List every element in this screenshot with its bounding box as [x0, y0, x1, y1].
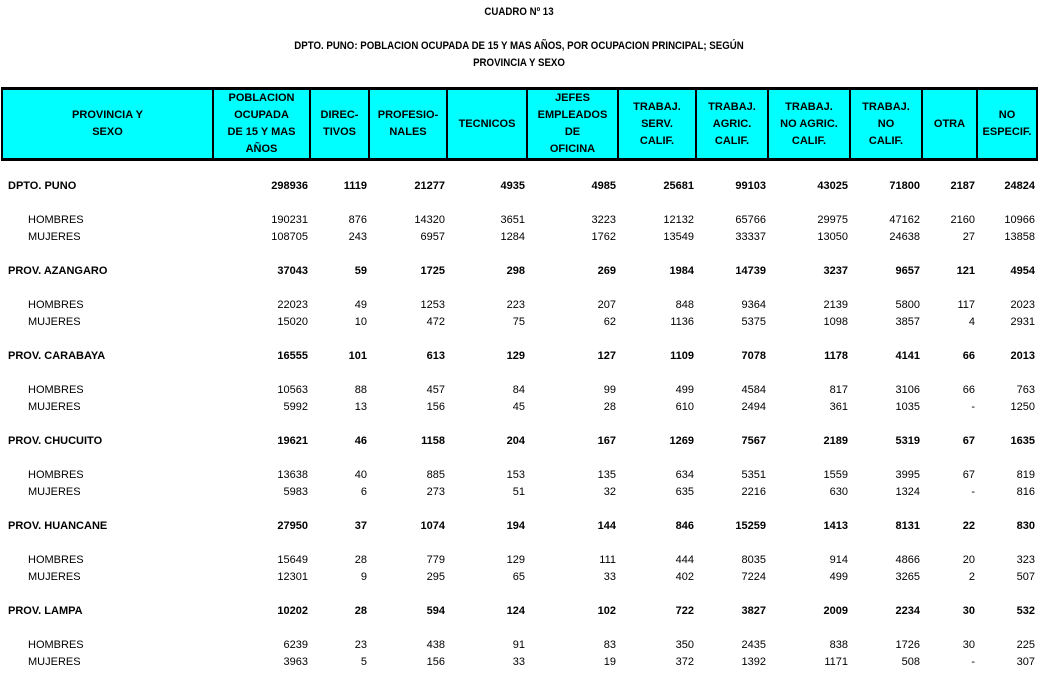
spacer-row — [2, 535, 1037, 552]
column-header-jefes-empleados-oficina — [527, 89, 618, 160]
cell-jefes-empleados-oficina: 33 — [603, 571, 616, 583]
cell-tecnicos: 91 — [512, 639, 525, 651]
cell-directivos: 243 — [348, 231, 367, 243]
cell-trabaj-no-agric-calif: 817 — [829, 384, 848, 396]
cell-otra: - — [971, 401, 975, 413]
cell-otra: 66 — [962, 384, 975, 396]
cell-tecnicos: 75 — [512, 316, 525, 328]
spacer-row — [2, 450, 1037, 467]
spacer-row — [2, 280, 1037, 297]
cell-trabaj-no-calif: 8131 — [895, 520, 920, 532]
cell-jefes-empleados-oficina: 32 — [603, 486, 616, 498]
cell-directivos: 37 — [354, 520, 367, 532]
cell-trabaj-serv-calif: 402 — [675, 571, 694, 583]
cell-trabaj-agric-calif: 7567 — [741, 435, 766, 447]
spacer-row — [2, 501, 1037, 518]
cell-no-especif: 1250 — [1010, 401, 1035, 413]
cell-poblacion-ocupada: 10202 — [277, 605, 308, 617]
column-header-directivos — [310, 89, 369, 160]
cell-profesionales: 14320 — [414, 214, 445, 226]
cell-poblacion-ocupada: 10563 — [277, 384, 308, 396]
cell-poblacion-ocupada: 15649 — [277, 554, 308, 566]
cell-trabaj-agric-calif: 15259 — [735, 520, 766, 532]
cell-profesionales: 156 — [426, 656, 445, 668]
column-header-tecnicos — [447, 89, 527, 160]
cell-no-especif: 2013 — [1010, 350, 1035, 362]
cell-profesionales: 21277 — [414, 180, 445, 192]
cell-no-especif: 816 — [1016, 486, 1035, 498]
column-header-line: TECNICOS — [458, 117, 516, 130]
cell-poblacion-ocupada: 13638 — [277, 469, 308, 481]
cell-otra: 66 — [962, 350, 975, 362]
cell-tecnicos: 4935 — [500, 180, 525, 192]
cell-poblacion-ocupada: 37043 — [277, 265, 308, 277]
spacer-row — [2, 416, 1037, 433]
total-row — [2, 263, 1037, 280]
cell-poblacion-ocupada: 15020 — [277, 316, 308, 328]
row-label: DPTO. PUNO — [8, 180, 77, 192]
row-label: PROV. HUANCANE — [8, 520, 108, 532]
column-header-line: PROVINCIA Y — [72, 109, 143, 121]
column-header-line: TRABAJ. — [862, 100, 910, 113]
cell-profesionales: 6957 — [420, 231, 445, 243]
cell-trabaj-agric-calif: 8035 — [741, 554, 766, 566]
cell-profesionales: 885 — [426, 469, 445, 481]
cell-poblacion-ocupada: 298936 — [271, 180, 308, 192]
cell-profesionales: 1158 — [421, 435, 445, 447]
cell-profesionales: 438 — [426, 639, 445, 651]
cell-tecnicos: 124 — [506, 605, 525, 617]
row-label: HOMBRES — [28, 214, 84, 226]
column-header-trabaj-agric-calif — [696, 89, 768, 160]
row-label: MUJERES — [28, 571, 81, 583]
row-label: PROV. LAMPA — [8, 605, 83, 617]
cell-profesionales: 613 — [426, 350, 445, 362]
column-header-line: NO — [877, 117, 895, 130]
cell-trabaj-no-calif: 4141 — [895, 350, 920, 362]
cell-otra: - — [971, 656, 975, 668]
cell-trabaj-agric-calif: 5375 — [741, 316, 766, 328]
column-header-line: ESPECIF. — [982, 126, 1032, 138]
column-header-line: PROFESIO- — [377, 109, 439, 121]
cell-poblacion-ocupada: 16555 — [277, 350, 308, 362]
column-header-trabaj-no-calif — [850, 89, 922, 160]
cell-trabaj-agric-calif: 14739 — [735, 265, 766, 277]
sex-row — [2, 297, 1037, 314]
cell-profesionales: 1725 — [420, 265, 445, 277]
cell-trabaj-no-agric-calif: 13050 — [817, 231, 848, 243]
spacer-row — [2, 620, 1037, 637]
column-header-provincia-sexo — [2, 89, 213, 160]
column-header-line: NALES — [389, 126, 427, 138]
total-row — [2, 433, 1037, 450]
cell-profesionales: 1074 — [420, 520, 445, 532]
column-header-line: OCUPADA — [234, 109, 289, 121]
sex-row — [2, 569, 1037, 586]
column-header-line: CALIF. — [639, 134, 675, 147]
cell-tecnicos: 1284 — [500, 231, 525, 243]
cell-directivos: 28 — [354, 605, 367, 617]
spacer-row — [2, 195, 1037, 212]
cell-jefes-empleados-oficina: 144 — [597, 520, 616, 532]
cell-tecnicos: 153 — [506, 469, 525, 481]
column-header-line: DE — [564, 126, 581, 138]
cell-no-especif: 13858 — [1004, 231, 1035, 243]
cell-trabaj-serv-calif: 1109 — [670, 350, 694, 362]
cell-no-especif: 2023 — [1010, 299, 1035, 311]
cell-poblacion-ocupada: 5983 — [283, 486, 308, 498]
cell-trabaj-agric-calif: 4584 — [741, 384, 766, 396]
cell-trabaj-no-agric-calif: 1413 — [823, 520, 848, 532]
cell-directivos: 13 — [354, 401, 367, 413]
total-row — [2, 348, 1037, 365]
cell-poblacion-ocupada: 6239 — [283, 639, 308, 651]
cell-no-especif: 323 — [1016, 554, 1035, 566]
sex-row — [2, 229, 1037, 246]
cell-trabaj-no-agric-calif: 2009 — [823, 605, 848, 617]
cell-trabaj-no-agric-calif: 838 — [829, 639, 848, 651]
column-header-line: OFICINA — [549, 143, 596, 155]
table-header — [2, 89, 1037, 160]
cell-directivos: 10 — [354, 316, 367, 328]
cell-no-especif: 225 — [1016, 639, 1035, 651]
row-label: HOMBRES — [28, 639, 84, 651]
cell-trabaj-no-agric-calif: 1178 — [824, 350, 848, 362]
row-label: HOMBRES — [28, 299, 84, 311]
cell-trabaj-agric-calif: 2494 — [741, 401, 766, 413]
cell-tecnicos: 298 — [506, 265, 525, 277]
cell-trabaj-no-agric-calif: 29975 — [817, 214, 848, 226]
column-header-line: JEFES — [555, 92, 590, 104]
spacer-row — [2, 331, 1037, 348]
cell-otra: 2160 — [950, 214, 975, 226]
cell-poblacion-ocupada: 108705 — [271, 231, 308, 243]
table-title-line1: DPTO. PUNO: POBLACION OCUPADA DE 15 Y MAS AÑOS, POR OCUPACION PRINCIPAL; SEGÚN — [294, 40, 744, 52]
cell-jefes-empleados-oficina: 127 — [597, 350, 616, 362]
cell-tecnicos: 204 — [506, 435, 525, 447]
column-header-line: NO AGRIC. — [780, 117, 838, 130]
column-header-line: AGRIC. — [712, 117, 752, 130]
spacer-row — [2, 160, 1037, 179]
cell-directivos: 23 — [354, 639, 367, 651]
column-header-line: POBLACION — [228, 92, 295, 104]
cell-directivos: 88 — [354, 384, 367, 396]
cell-jefes-empleados-oficina: 83 — [603, 639, 616, 651]
cell-trabaj-agric-calif: 9364 — [741, 299, 766, 311]
row-label: MUJERES — [28, 656, 81, 668]
cell-jefes-empleados-oficina: 28 — [603, 401, 616, 413]
row-label: MUJERES — [28, 486, 81, 498]
cell-no-especif: 830 — [1016, 520, 1035, 532]
column-header-line: CALIF. — [791, 134, 827, 147]
cell-directivos: 6 — [360, 486, 367, 498]
cell-trabaj-no-calif: 24638 — [889, 231, 920, 243]
cell-tecnicos: 129 — [506, 350, 525, 362]
cell-trabaj-no-calif: 1726 — [895, 639, 920, 651]
cell-jefes-empleados-oficina: 62 — [603, 316, 616, 328]
cell-no-especif: 819 — [1016, 469, 1035, 481]
table-number: CUADRO Nº 13 — [484, 6, 554, 18]
cell-otra: 121 — [956, 265, 975, 277]
cell-trabaj-no-calif: 47162 — [889, 214, 920, 226]
cell-directivos: 28 — [354, 554, 367, 566]
cell-profesionales: 472 — [426, 316, 445, 328]
cell-trabaj-agric-calif: 65766 — [735, 214, 766, 226]
cell-trabaj-agric-calif: 3827 — [741, 605, 766, 617]
spacer-row — [2, 365, 1037, 382]
cell-tecnicos: 84 — [512, 384, 525, 396]
cell-trabaj-agric-calif: 99103 — [735, 180, 766, 192]
column-header-line: DIREC- — [320, 109, 359, 121]
cell-profesionales: 295 — [426, 571, 445, 583]
cell-trabaj-no-calif: 5800 — [895, 299, 920, 311]
cell-poblacion-ocupada: 12301 — [277, 571, 308, 583]
cell-no-especif: 507 — [1016, 571, 1035, 583]
cell-otra: 20 — [962, 554, 975, 566]
cell-trabaj-agric-calif: 2216 — [741, 486, 766, 498]
table-body — [2, 160, 1037, 672]
cell-trabaj-no-calif: 4866 — [895, 554, 920, 566]
cell-directivos: 5 — [360, 656, 367, 668]
cell-poblacion-ocupada: 27950 — [277, 520, 308, 532]
sex-row — [2, 637, 1037, 654]
cell-directivos: 46 — [354, 435, 367, 447]
cell-otra: - — [971, 486, 975, 498]
cell-trabaj-serv-calif: 13549 — [663, 231, 694, 243]
cell-trabaj-no-agric-calif: 1559 — [823, 469, 848, 481]
row-label: MUJERES — [28, 231, 81, 243]
cell-no-especif: 4954 — [1010, 265, 1035, 277]
cell-jefes-empleados-oficina: 167 — [597, 435, 616, 447]
cell-tecnicos: 65 — [512, 571, 525, 583]
cell-trabaj-serv-calif: 444 — [675, 554, 694, 566]
cell-trabaj-agric-calif: 7078 — [741, 350, 766, 362]
column-header-line: TIVOS — [322, 126, 356, 138]
cell-otra: 67 — [962, 469, 975, 481]
cell-jefes-empleados-oficina: 1762 — [591, 231, 616, 243]
sex-row — [2, 654, 1037, 671]
cell-trabaj-no-calif: 5319 — [895, 435, 920, 447]
row-label: PROV. CHUCUITO — [8, 435, 103, 447]
cell-trabaj-no-calif: 3265 — [895, 571, 920, 583]
sex-row — [2, 399, 1037, 416]
column-header-line: OTRA — [933, 117, 966, 130]
cell-trabaj-no-calif: 2234 — [895, 605, 920, 617]
cell-trabaj-serv-calif: 12132 — [663, 214, 694, 226]
row-label: HOMBRES — [28, 469, 84, 481]
cell-trabaj-agric-calif: 1392 — [741, 656, 766, 668]
total-row — [2, 603, 1037, 620]
cell-profesionales: 156 — [426, 401, 445, 413]
column-header-line: CALIF. — [714, 134, 750, 147]
sex-row — [2, 382, 1037, 399]
row-label: MUJERES — [28, 401, 81, 413]
cell-trabaj-serv-calif: 25681 — [663, 180, 694, 192]
cell-tecnicos: 129 — [506, 554, 525, 566]
cell-trabaj-no-calif: 1324 — [895, 486, 920, 498]
cell-poblacion-ocupada: 3963 — [283, 656, 308, 668]
cell-trabaj-serv-calif: 634 — [675, 469, 694, 481]
cell-trabaj-no-agric-calif: 361 — [829, 401, 848, 413]
column-header-trabaj-serv-calif — [618, 89, 696, 160]
cell-no-especif: 10966 — [1004, 214, 1035, 226]
cell-trabaj-no-calif: 3106 — [895, 384, 920, 396]
column-header-line: SERV. — [641, 117, 673, 130]
total-row — [2, 178, 1037, 195]
column-header-line: NO — [998, 109, 1016, 121]
spacer-row — [2, 246, 1037, 263]
column-header-line: TRABAJ. — [708, 100, 756, 113]
column-header-line: CALIF. — [868, 134, 904, 147]
row-label: MUJERES — [28, 316, 81, 328]
row-label: PROV. CARABAYA — [8, 350, 106, 362]
data-table — [1, 87, 1038, 671]
cell-trabaj-no-agric-calif: 43025 — [817, 180, 848, 192]
total-row — [2, 518, 1037, 535]
cell-tecnicos: 51 — [512, 486, 525, 498]
cell-directivos: 59 — [354, 265, 367, 277]
cell-trabaj-agric-calif: 2435 — [741, 639, 766, 651]
cell-trabaj-serv-calif: 350 — [675, 639, 694, 651]
column-header-line: DE 15 Y MAS — [227, 126, 296, 138]
spacer-row — [2, 586, 1037, 603]
cell-trabaj-no-agric-calif: 914 — [829, 554, 848, 566]
cell-trabaj-no-agric-calif: 1098 — [823, 316, 848, 328]
sex-row — [2, 484, 1037, 501]
column-header-line: AÑOS — [245, 143, 278, 155]
cell-trabaj-no-calif: 1035 — [895, 401, 920, 413]
column-header-no-especif — [977, 89, 1037, 160]
column-header-line: TRABAJ. — [785, 100, 833, 113]
cell-trabaj-serv-calif: 372 — [675, 656, 694, 668]
cell-trabaj-serv-calif: 499 — [675, 384, 694, 396]
cell-tecnicos: 194 — [506, 520, 525, 532]
cell-no-especif: 1635 — [1010, 435, 1035, 447]
column-header-trabaj-no-agric-calif — [768, 89, 850, 160]
cell-jefes-empleados-oficina: 207 — [597, 299, 616, 311]
cell-otra: 67 — [962, 435, 975, 447]
cell-profesionales: 1253 — [420, 299, 445, 311]
sex-row — [2, 212, 1037, 229]
column-header-poblacion-ocupada — [213, 89, 310, 160]
cell-directivos: 1119 — [343, 180, 367, 192]
cell-directivos: 876 — [348, 214, 367, 226]
cell-jefes-empleados-oficina: 4985 — [591, 180, 616, 192]
cell-tecnicos: 3651 — [500, 214, 525, 226]
column-header-line: SEXO — [92, 126, 123, 138]
cell-directivos: 40 — [354, 469, 367, 481]
cell-no-especif: 2931 — [1010, 316, 1035, 328]
cell-poblacion-ocupada: 5992 — [283, 401, 308, 413]
cell-otra: 117 — [957, 299, 975, 311]
cell-directivos: 49 — [354, 299, 367, 311]
cell-no-especif: 763 — [1016, 384, 1035, 396]
cell-profesionales: 594 — [426, 605, 445, 617]
column-header-line: TRABAJ. — [633, 100, 681, 113]
cell-otra: 2187 — [950, 180, 975, 192]
row-label: PROV. AZANGARO — [8, 265, 108, 277]
cell-jefes-empleados-oficina: 269 — [597, 265, 616, 277]
cell-trabaj-serv-calif: 846 — [675, 520, 694, 532]
header-row — [2, 89, 1037, 160]
cell-jefes-empleados-oficina: 102 — [597, 605, 616, 617]
cell-profesionales: 273 — [426, 486, 445, 498]
cell-poblacion-ocupada: 190231 — [271, 214, 308, 226]
cell-trabaj-no-calif: 3995 — [895, 469, 920, 481]
cell-trabaj-serv-calif: 1269 — [669, 435, 694, 447]
cell-no-especif: 24824 — [1004, 180, 1035, 192]
cell-trabaj-serv-calif: 722 — [675, 605, 694, 617]
sex-row — [2, 467, 1037, 484]
cell-trabaj-no-calif: 71800 — [889, 180, 920, 192]
cell-tecnicos: 33 — [512, 656, 525, 668]
cell-profesionales: 779 — [426, 554, 445, 566]
cell-no-especif: 532 — [1016, 605, 1035, 617]
cell-trabaj-serv-calif: 610 — [675, 401, 694, 413]
table-title-line2: PROVINCIA Y SEXO — [473, 57, 565, 69]
cell-otra: 27 — [962, 231, 975, 243]
cell-jefes-empleados-oficina: 99 — [603, 384, 616, 396]
cell-trabaj-agric-calif: 7224 — [741, 571, 766, 583]
cell-trabaj-serv-calif: 635 — [675, 486, 694, 498]
cell-jefes-empleados-oficina: 135 — [597, 469, 616, 481]
cell-otra: 2 — [968, 571, 975, 583]
cell-trabaj-agric-calif: 33337 — [735, 231, 766, 243]
sex-row — [2, 552, 1037, 569]
cell-trabaj-no-agric-calif: 630 — [829, 486, 848, 498]
cell-trabaj-serv-calif: 1984 — [669, 265, 694, 277]
cell-trabaj-no-agric-calif: 3237 — [823, 265, 848, 277]
cell-otra: 30 — [962, 605, 975, 617]
cell-trabaj-no-calif: 3857 — [895, 316, 920, 328]
cell-tecnicos: 223 — [506, 299, 525, 311]
cell-trabaj-serv-calif: 1136 — [670, 316, 694, 328]
cell-trabaj-no-calif: 9657 — [895, 265, 920, 277]
cell-otra: 22 — [962, 520, 975, 532]
cell-directivos: 9 — [360, 571, 367, 583]
column-header-otra — [922, 89, 977, 160]
column-header-profesionales — [369, 89, 447, 160]
cell-jefes-empleados-oficina: 3223 — [591, 214, 616, 226]
cell-trabaj-no-agric-calif: 1171 — [824, 656, 848, 668]
cell-tecnicos: 45 — [512, 401, 525, 413]
cell-otra: 4 — [968, 316, 975, 328]
cell-trabaj-no-calif: 508 — [901, 656, 920, 668]
row-label: HOMBRES — [28, 554, 84, 566]
cell-trabaj-serv-calif: 848 — [675, 299, 694, 311]
cell-trabaj-no-agric-calif: 2189 — [823, 435, 848, 447]
cell-jefes-empleados-oficina: 111 — [599, 554, 616, 566]
cell-otra: 30 — [962, 639, 975, 651]
cell-profesionales: 457 — [426, 384, 445, 396]
cell-poblacion-ocupada: 22023 — [277, 299, 308, 311]
cell-no-especif: 307 — [1016, 656, 1035, 668]
cell-trabaj-no-agric-calif: 499 — [829, 571, 848, 583]
cell-poblacion-ocupada: 19621 — [277, 435, 308, 447]
cell-trabaj-agric-calif: 5351 — [741, 469, 766, 481]
cell-trabaj-no-agric-calif: 2139 — [823, 299, 848, 311]
column-header-line: EMPLEADOS — [537, 109, 608, 121]
cell-jefes-empleados-oficina: 19 — [603, 656, 616, 668]
sex-row — [2, 314, 1037, 331]
cell-directivos: 101 — [348, 350, 367, 362]
row-label: HOMBRES — [28, 384, 84, 396]
